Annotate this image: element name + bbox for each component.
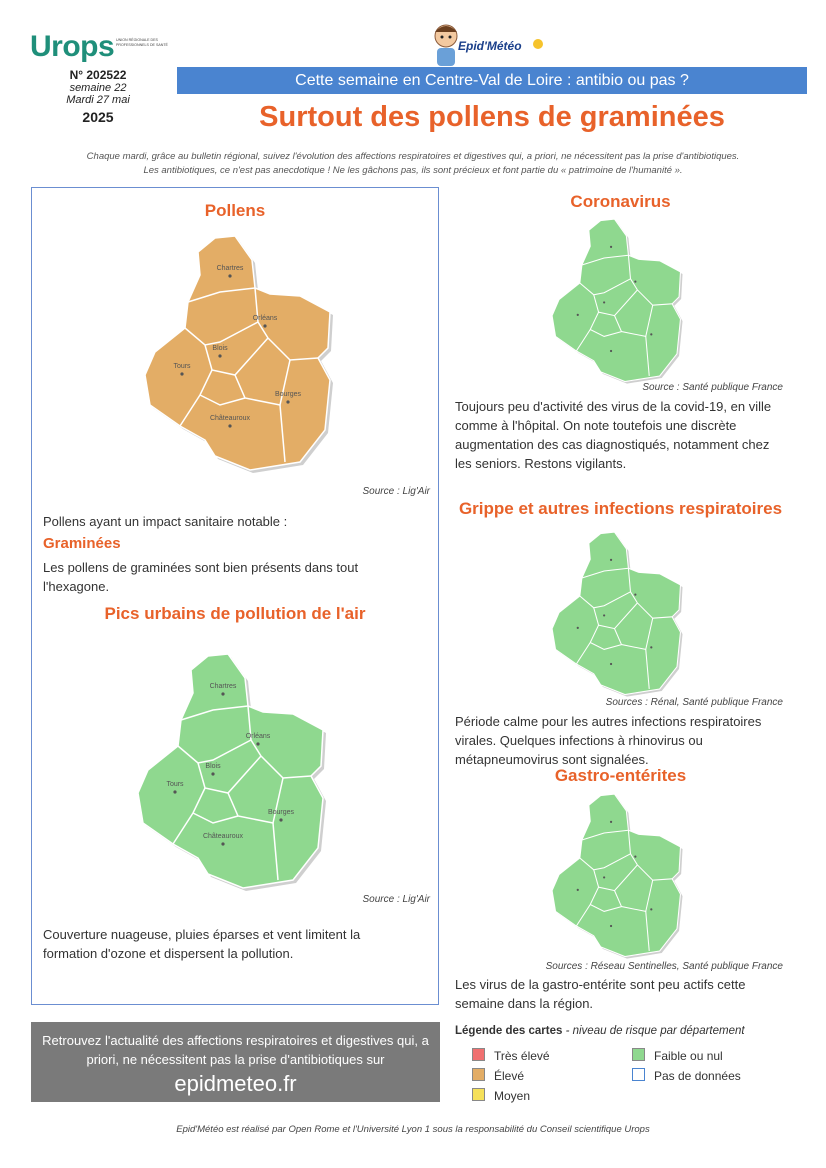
grippe-text: Période calme pour les autres infections respiratoires virales. Quelques infections à rhinovirus ou métapneumovirus sont signalées. bbox=[455, 714, 762, 767]
city-label: Chartres bbox=[209, 683, 237, 690]
gastro-source: Sources : Réseau Sentinelles, Santé publique France bbox=[545, 961, 783, 972]
region-shape bbox=[552, 794, 680, 956]
coronavirus-title: Coronavirus bbox=[570, 192, 671, 211]
city-label: Châteauroux bbox=[209, 415, 251, 422]
brand-name: Epid'Météo bbox=[458, 39, 522, 53]
region-shape bbox=[552, 532, 680, 694]
city-label: Blois bbox=[205, 763, 221, 770]
city-dot bbox=[263, 324, 266, 327]
city-label: Blois bbox=[212, 345, 228, 352]
pollens-subtitle: Graminées bbox=[43, 535, 121, 552]
swatch-no-data bbox=[632, 1068, 645, 1081]
swatch-faible bbox=[632, 1048, 645, 1061]
city-dot bbox=[650, 646, 652, 648]
issue-week: semaine 22 bbox=[69, 82, 127, 94]
city-label: Bourges bbox=[274, 391, 302, 398]
grippe-title: Grippe et autres infections respiratoires bbox=[458, 499, 783, 518]
swatch-eleve bbox=[472, 1068, 485, 1081]
legend-title-rest: - niveau de risque par département bbox=[562, 1025, 745, 1037]
pollens-map bbox=[140, 230, 340, 475]
city-dot bbox=[634, 594, 636, 596]
legend-label: Élevé bbox=[494, 1069, 525, 1083]
issue-info bbox=[40, 68, 156, 125]
coronavirus-map bbox=[548, 215, 688, 385]
city-dot bbox=[218, 354, 221, 357]
city-dot bbox=[228, 274, 231, 277]
city-dot bbox=[610, 559, 612, 561]
intro-text bbox=[20, 150, 806, 178]
coronavirus-source: Source : Santé publique France bbox=[642, 382, 783, 393]
issue-date: Mardi 27 mai bbox=[66, 94, 130, 106]
pollens-text: Les pollens de graminées sont bien présents dans tout l'hexagone. bbox=[43, 560, 359, 594]
pollution-map bbox=[133, 648, 333, 893]
city-dot bbox=[610, 821, 612, 823]
city-dot bbox=[603, 301, 605, 303]
urops-logo bbox=[30, 30, 180, 66]
logo-text: Urops bbox=[30, 30, 115, 63]
city-dot bbox=[610, 663, 612, 665]
pollution-text: Couverture nuageuse, pluies éparses et vent limitent la formation d'ozone et dispersent la pollution. bbox=[43, 927, 361, 961]
legend-label: Très élevé bbox=[494, 1049, 550, 1063]
legend-item-tres-eleve bbox=[472, 1048, 550, 1063]
city-dot bbox=[256, 742, 259, 745]
coronavirus-text: Toujours peu d'activité des virus de la covid-19, en ville comme à l'hôpital. On note toutefois une discrète augmentation des cas diagnostiqués, notamment chez les seniors. Restons vigilants. bbox=[455, 399, 772, 471]
city-dot bbox=[221, 692, 224, 695]
pollens-title: Pollens bbox=[204, 201, 266, 220]
pollution-title: Pics urbains de pollution de l'air bbox=[104, 604, 366, 623]
grippe-source: Sources : Rénal, Santé publique France bbox=[605, 697, 783, 708]
city-label: Orléans bbox=[252, 315, 278, 322]
legend-item-eleve bbox=[472, 1068, 524, 1083]
city-dot bbox=[286, 400, 289, 403]
headline: Surtout des pollens de graminées bbox=[259, 101, 725, 133]
city-dot bbox=[650, 908, 652, 910]
legend-label: Pas de données bbox=[654, 1069, 741, 1083]
city-dot bbox=[228, 424, 231, 427]
legend-title bbox=[455, 1025, 745, 1037]
city-dot bbox=[610, 246, 612, 248]
promo-link[interactable]: epidmeteo.fr bbox=[174, 1071, 297, 1096]
city-dot bbox=[634, 281, 636, 283]
city-label: Bourges bbox=[267, 809, 295, 816]
city-label: Tours bbox=[173, 363, 191, 370]
city-dot bbox=[603, 614, 605, 616]
swatch-moyen bbox=[472, 1088, 485, 1101]
city-dot bbox=[279, 818, 282, 821]
promo-text: Retrouvez l'actualité des affections respiratoires et digestives qui, a priori, ne nécessitent pas la prise d'antibiotiques sur bbox=[42, 1033, 429, 1067]
promo-box bbox=[31, 1022, 440, 1102]
logo-tagline: UNION RÉGIONALE DES PROFESSIONNELS DE SANTÉ bbox=[116, 38, 168, 47]
grippe-map bbox=[548, 528, 688, 698]
legend-item-no-data bbox=[632, 1068, 741, 1083]
legend-item-moyen bbox=[472, 1088, 530, 1103]
city-dot bbox=[577, 314, 579, 316]
city-label: Châteauroux bbox=[202, 833, 244, 840]
gastro-text: Les virus de la gastro-entérite sont peu actifs cette semaine dans la région. bbox=[455, 977, 746, 1011]
legend-label: Moyen bbox=[494, 1089, 531, 1103]
footer-credit: Epid'Météo est réalisé par Open Rome et l'Université Lyon 1 sous la responsabilité du Conseil scientifique Urops bbox=[176, 1124, 650, 1135]
issue-number: N° 202522 bbox=[69, 68, 127, 82]
intro-line-1: Chaque mardi, grâce au bulletin régional, suivez l'évolution des affections respiratoires et digestives qui, a priori, ne nécessitent pas la prise d'antibiotiques. bbox=[86, 151, 740, 162]
swatch-tres-eleve bbox=[472, 1048, 485, 1061]
city-dot bbox=[610, 350, 612, 352]
city-dot bbox=[634, 856, 636, 858]
city-label: Chartres bbox=[216, 265, 244, 272]
region-shape bbox=[552, 219, 680, 381]
legend-label: Faible ou nul bbox=[654, 1049, 723, 1063]
pollution-source: Source : Lig'Air bbox=[362, 894, 430, 905]
city-dot bbox=[180, 372, 183, 375]
city-dot bbox=[173, 790, 176, 793]
city-dot bbox=[221, 842, 224, 845]
legend-title-bold: Légende des cartes bbox=[455, 1025, 563, 1037]
region-banner: Cette semaine en Centre-Val de Loire : antibio ou pas ? bbox=[177, 67, 807, 94]
city-dot bbox=[603, 876, 605, 878]
epidmeteo-logo bbox=[428, 18, 548, 70]
city-dot bbox=[577, 889, 579, 891]
city-label: Tours bbox=[166, 781, 184, 788]
city-label: Orléans bbox=[245, 733, 271, 740]
city-dot bbox=[211, 772, 214, 775]
legend-item-faible bbox=[632, 1048, 723, 1063]
intro-line-2: Les antibiotiques, ce n'est pas anecdotique ! Ne les gâchons pas, ils sont précieux et font partie du « patrimoine de l'humanité ». bbox=[143, 165, 683, 176]
pollens-source: Source : Lig'Air bbox=[362, 486, 430, 497]
city-dot bbox=[650, 333, 652, 335]
gastro-title: Gastro-entérites bbox=[554, 766, 687, 785]
issue-year: 2025 bbox=[82, 109, 114, 125]
pollens-lead: Pollens ayant un impact sanitaire notable : bbox=[43, 514, 288, 529]
gastro-map bbox=[548, 790, 688, 960]
city-dot bbox=[610, 925, 612, 927]
city-dot bbox=[577, 627, 579, 629]
